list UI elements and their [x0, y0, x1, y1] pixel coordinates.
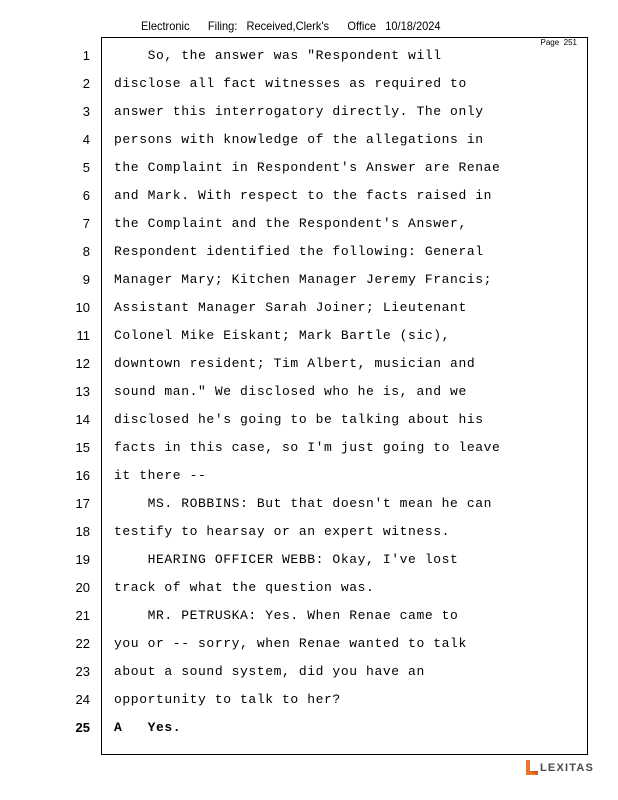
transcript-line: track of what the question was.	[114, 580, 375, 595]
transcript-line: and Mark. With respect to the facts raised in	[114, 188, 493, 203]
line-number: 11	[76, 328, 90, 343]
transcript-line: Respondent identified the following: General	[114, 244, 484, 259]
line-number: 8	[82, 244, 90, 259]
transcript-line: the Complaint in Respondent's Answer are Renae	[114, 160, 501, 175]
line-number: 20	[75, 580, 90, 595]
line-number: 24	[75, 692, 90, 707]
transcript-line: you or -- sorry, when Renae wanted to talk	[114, 636, 467, 651]
transcript-line: the Complaint and the Respondent's Answer,	[114, 216, 467, 231]
line-number: 9	[82, 272, 90, 287]
line-number: 2	[82, 76, 90, 91]
line-number: 4	[82, 132, 90, 147]
transcript-line: sound man." We disclosed who he is, and we	[114, 384, 467, 399]
line-number: 1	[82, 48, 90, 63]
transcript-line: persons with knowledge of the allegations in	[114, 132, 484, 147]
transcript-line: disclosed he's going to be talking about his	[114, 412, 484, 427]
line-number: 3	[82, 104, 90, 119]
line-number: 25	[75, 720, 90, 735]
transcript-line: disclose all fact witnesses as required to	[114, 76, 467, 91]
lexitas-logo	[524, 759, 594, 776]
lexitas-logo-text: LEXITAS	[540, 761, 595, 774]
line-number: 6	[82, 188, 90, 203]
line-number: 19	[75, 552, 90, 567]
transcript-line: So, the answer was "Respondent will	[114, 48, 442, 63]
line-number: 13	[75, 384, 90, 399]
line-number: 15	[75, 440, 90, 455]
transcript-line: Assistant Manager Sarah Joiner; Lieutenant	[114, 300, 467, 315]
line-number: 7	[82, 216, 90, 231]
line-number: 17	[75, 496, 90, 511]
line-number: 23	[75, 664, 90, 679]
transcript-line: Colonel Mike Eiskant; Mark Bartle (sic),	[114, 328, 451, 343]
line-number: 22	[75, 636, 90, 651]
transcript-line: opportunity to talk to her?	[114, 692, 341, 707]
transcript-line: downtown resident; Tim Albert, musician and	[114, 356, 476, 371]
transcript-line: facts in this case, so I'm just going to leave	[114, 440, 501, 455]
transcript-line: it there --	[114, 468, 207, 483]
transcript-line: Manager Mary; Kitchen Manager Jeremy Francis;	[114, 272, 493, 287]
line-number: 12	[75, 356, 90, 371]
transcript-line: testify to hearsay or an expert witness.	[114, 524, 451, 539]
transcript-line: A Yes.	[114, 720, 182, 735]
lexitas-logo-icon	[524, 759, 539, 776]
transcript-line: HEARING OFFICER WEBB: Okay, I've lost	[114, 552, 459, 567]
transcript-line: answer this interrogatory directly. The only	[114, 104, 484, 119]
line-number: 18	[75, 524, 90, 539]
transcript-line: MS. ROBBINS: But that doesn't mean he can	[114, 496, 493, 511]
transcript-line: about a sound system, did you have an	[114, 664, 425, 679]
line-number: 16	[75, 468, 90, 483]
line-number: 5	[82, 160, 90, 175]
line-number: 14	[75, 412, 90, 427]
transcript-line: MR. PETRUSKA: Yes. When Renae came to	[114, 608, 459, 623]
filing-stamp: Electronic Filing: Received,Clerk's Office 10/18/2024	[141, 19, 441, 33]
line-number: 21	[75, 608, 90, 623]
line-number: 10	[75, 300, 90, 315]
page-number: Page 251	[540, 38, 577, 47]
